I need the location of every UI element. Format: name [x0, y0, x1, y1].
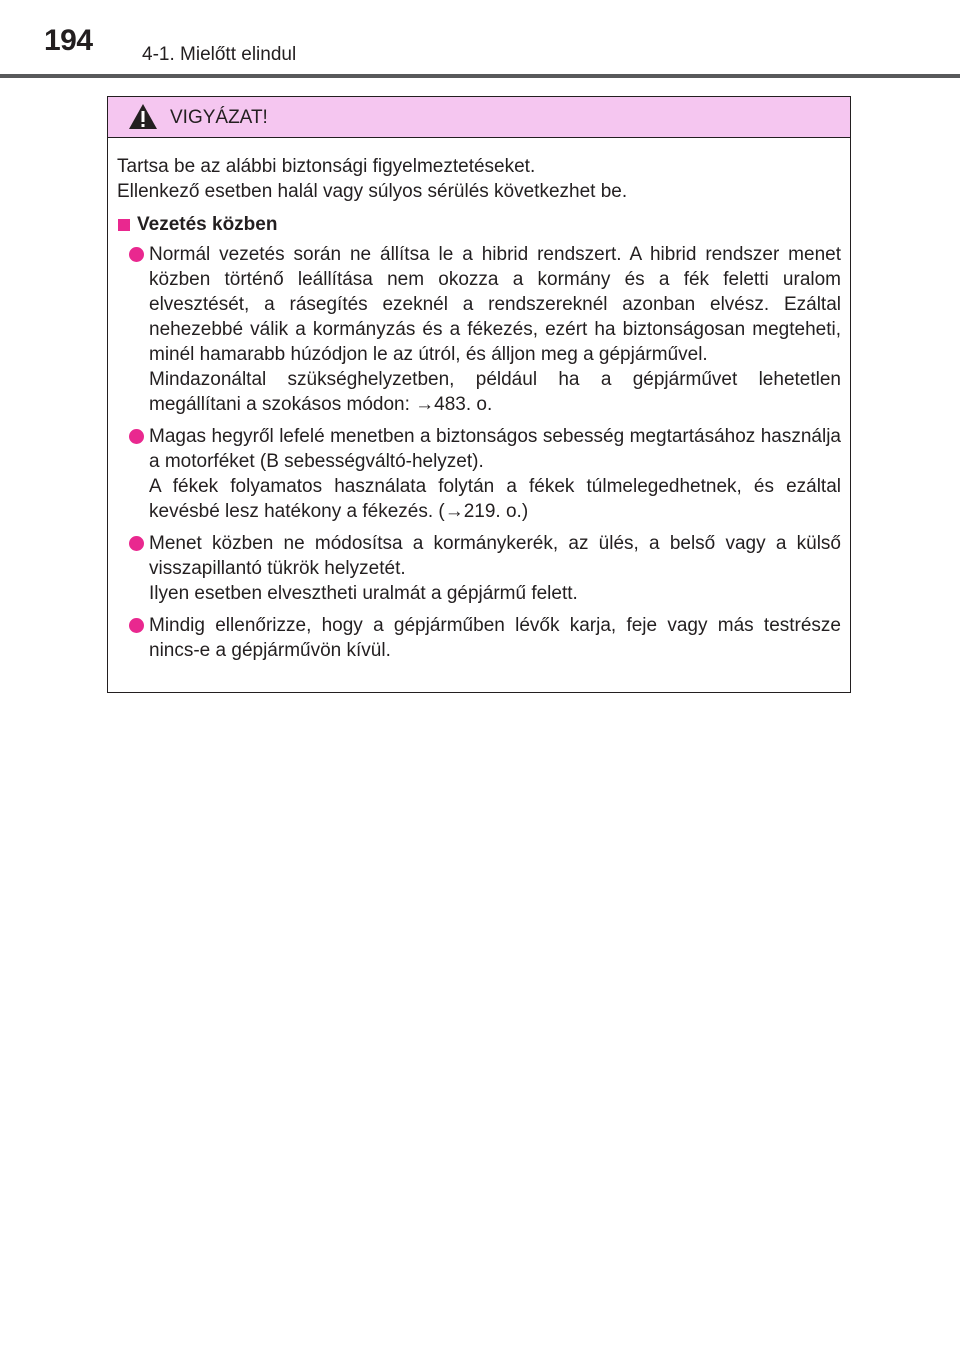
warning-box: [107, 96, 851, 693]
list-item: [117, 613, 841, 663]
section-title: 4-1. Mielőtt elindul: [142, 44, 297, 65]
subheading: [117, 212, 841, 237]
page-header: [0, 0, 960, 82]
subheading-label: Vezetés közben: [137, 214, 278, 235]
header-divider: [0, 74, 960, 78]
warning-header: [108, 97, 850, 138]
intro-line: Ellenkező esetben halál vagy súlyos sérülés következhet be.: [117, 181, 628, 202]
square-bullet-icon: [118, 219, 130, 231]
intro-line: Tartsa be az alábbi biztonsági figyelmeztetéseket.: [117, 156, 536, 177]
warning-intro: [117, 154, 841, 204]
warning-triangle-icon: [128, 103, 158, 130]
page-number: 194: [44, 24, 93, 57]
circle-bullet-icon: [129, 247, 144, 262]
list-item: [117, 531, 841, 606]
bullet-paragraph: Normál vezetés során ne állítsa le a hibrid rendszert. A hibrid rendszer menet közben történő leállítása nem okozza a kormány és a fék feletti uralom elvesztését, a rásegítés ezeknél a rendszereknél azonban elvész. Ezáltal nehezebbé válik a kormányzás és a fékezés, ezért ha biztonságosan megteheti, minél hamarabb húzódjon le az útról, és álljon meg a gépjárművel.: [149, 244, 841, 365]
bullet-paragraph: Ilyen esetben elvesztheti uralmát a gépjármű felett.: [149, 583, 578, 604]
bullet-paragraph: Mindig ellenőrizze, hogy a gépjárműben lévők karja, feje vagy más testrésze nincs-e a gépjárművön kívül.: [149, 615, 841, 661]
bullet-paragraph: A fékek folyamatos használata folytán a fékek túlmelegedhetnek, és ezáltal kevésbé lesz hatékony a fékezés. (→219. o.): [149, 476, 841, 522]
list-item: [117, 242, 841, 417]
warning-body: [108, 138, 850, 692]
circle-bullet-icon: [129, 618, 144, 633]
list-item: [117, 424, 841, 524]
bullet-list: [117, 242, 841, 663]
bullet-paragraph: Menet közben ne módosítsa a kormánykerék, az ülés, a belső vagy a külső visszapillantó tükrök helyzetét.: [149, 533, 841, 579]
bullet-paragraph: Magas hegyről lefelé menetben a biztonságos sebesség megtartásához használja a motorféket (B sebességváltó-helyzet).: [149, 426, 841, 472]
warning-title: VIGYÁZAT!: [170, 107, 268, 128]
circle-bullet-icon: [129, 429, 144, 444]
circle-bullet-icon: [129, 536, 144, 551]
bullet-paragraph: Mindazonáltal szükséghelyzetben, például ha a gépjárművet lehetetlen megállítani a szokásos módon: →483. o.: [149, 369, 841, 415]
